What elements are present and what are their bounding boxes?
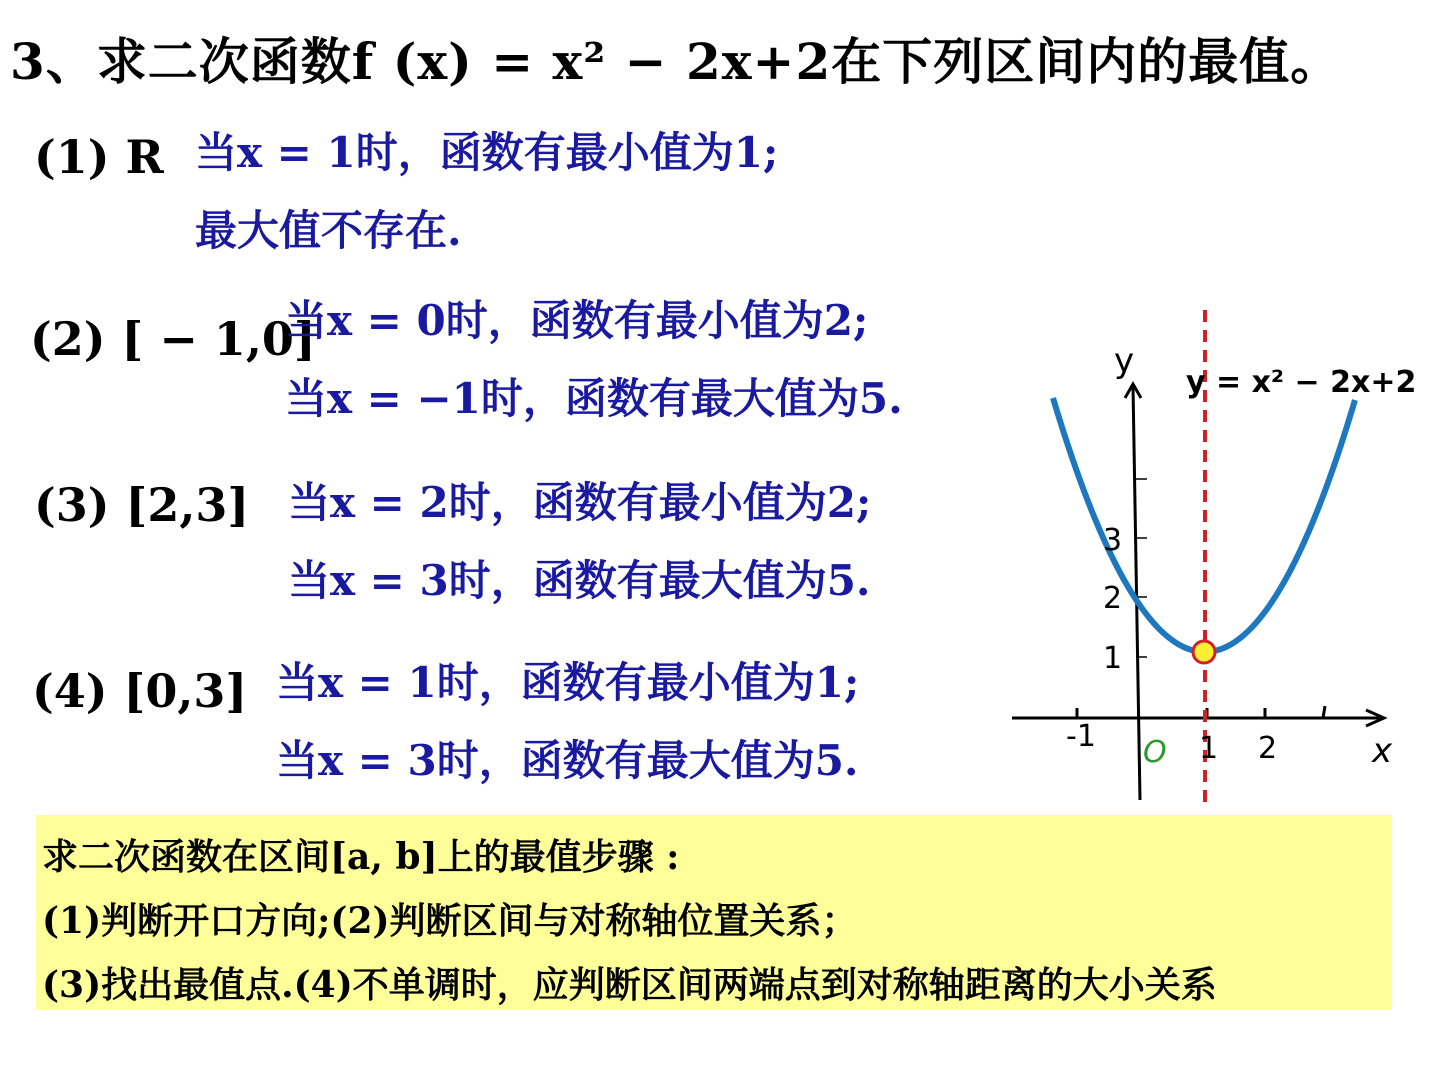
problem-4-answer-line-1: 当x = 1时，函数有最小值为1; xyxy=(276,658,860,707)
problem-4-label: (4) [0,3] xyxy=(32,664,248,718)
x-axis-label: x xyxy=(1372,731,1393,771)
y-tick-label: 3 xyxy=(1103,523,1123,558)
origin-label: O xyxy=(1143,735,1167,770)
problem-1-label: (1) R xyxy=(34,130,164,184)
y-axis-label: y xyxy=(1114,341,1135,381)
x-tick-label: 2 xyxy=(1258,731,1278,766)
function-label: y = x² − 2x+2 xyxy=(1186,365,1417,400)
vertex-point xyxy=(1193,641,1215,663)
x-tick-mark xyxy=(1323,706,1325,718)
y-tick-label: 2 xyxy=(1103,581,1123,616)
page-title: 3、求二次函数f (x) = x² − 2x+2在下列区间内的最值。 xyxy=(10,32,1342,91)
summary-line-3: (3)找出最值点.(4)不单调时，应判断区间两端点到对称轴距离的大小关系 xyxy=(42,964,1217,1006)
y-tick-label: 1 xyxy=(1103,641,1123,676)
problem-2-answer-line-1: 当x = 0时，函数有最小值为2; xyxy=(285,296,869,345)
problem-2-label: (2) [ − 1,0] xyxy=(30,312,316,366)
problem-3-label: (3) [2,3] xyxy=(34,478,250,532)
summary-line-2: (1)判断开口方向;(2)判断区间与对称轴位置关系； xyxy=(42,900,858,942)
problem-3-answer-line-2: 当x = 3时，函数有最大值为5. xyxy=(288,556,871,605)
problem-1-answer-line-1: 当x = 1时，函数有最小值为1; xyxy=(195,128,779,177)
summary-line-1: 求二次函数在区间[a, b]上的最值步骤 : xyxy=(42,836,680,878)
x-tick-label: 1 xyxy=(1199,731,1219,766)
problem-3-answer-line-1: 当x = 2时，函数有最小值为2; xyxy=(288,478,872,527)
problem-4-answer-line-2: 当x = 3时，函数有最大值为5. xyxy=(276,736,859,785)
x-tick-label: -1 xyxy=(1066,719,1096,754)
summary-box xyxy=(36,815,1392,1010)
problem-1-answer-line-2: 最大值不存在. xyxy=(195,206,462,255)
problem-2-answer-line-2: 当x = −1时，函数有最大值为5. xyxy=(285,374,903,423)
